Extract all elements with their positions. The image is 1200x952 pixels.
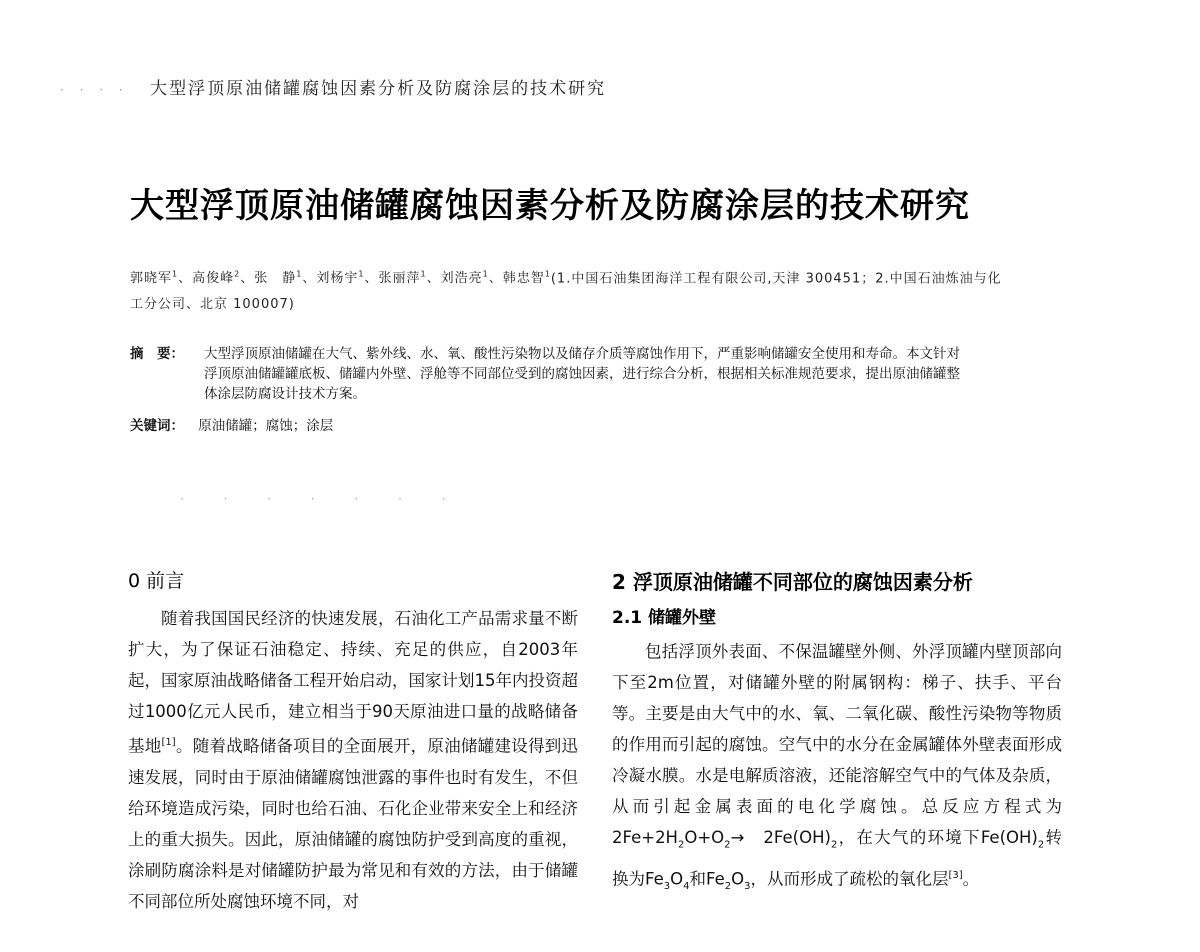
author-name: 刘杨宇 <box>316 271 359 287</box>
author-name: 高俊峰 <box>192 271 235 287</box>
left-column <box>128 566 578 917</box>
author-name: 张丽萍 <box>378 271 421 287</box>
right-column <box>612 566 1062 902</box>
running-head <box>60 74 606 99</box>
author-name: 刘浩亮 <box>440 271 483 287</box>
reference-1: [1] <box>161 737 176 748</box>
affiliation: (1.中国石油集团海洋工程有限公司,天津 300451；2.中国石油炼油与化工分公司、北京 100007) <box>130 271 1002 313</box>
author-affiliation-mark: 1 <box>172 270 179 279</box>
author-block <box>130 262 1010 318</box>
author-name: 韩忠智 <box>502 271 545 287</box>
reference-3: [3] <box>948 870 963 882</box>
author-list: 郭晓军$^1$、高俊峰$^2$、张 静$^1$、刘杨宇$^1$、张丽萍$^1$、刘浩亮$^1$、韩忠智$^1$ <box>130 270 551 287</box>
author-affiliation-mark: 1 <box>296 270 303 279</box>
author-affiliation-mark: 1 <box>544 270 551 279</box>
section-heading-2: 2 浮顶原油储罐不同部位的腐蚀因素分析 <box>612 570 973 594</box>
abstract <box>130 344 970 404</box>
running-head-text: 大型浮顶原油储罐腐蚀因素分析及防腐涂层的技术研究 <box>150 79 607 99</box>
keywords <box>130 414 333 434</box>
section-heading-intro: 0 前言 <box>128 570 185 592</box>
keywords-text: 原油储罐；腐蚀；涂层 <box>198 418 334 434</box>
author-affiliation-mark: 1 <box>482 270 489 279</box>
keywords-label: 关键词： <box>130 418 184 434</box>
author-name: 张 静 <box>254 271 297 287</box>
scan-noise-line: · · · · · · · <box>180 492 464 506</box>
author-affiliation-mark: 1 <box>420 270 427 279</box>
running-head-marks: · · · · <box>60 83 129 97</box>
abstract-text: 大型浮顶原油储罐在大气、紫外线、水、氧、酸性污染物以及储存介质等腐蚀作用下，严重影响储罐安全使用和寿命。本文针对浮顶原油储罐罐底板、储罐内外壁、浮舱等不同部位受到的腐蚀因素，进行综合分析，根据相关标准规范要求，提出原油储罐整体涂层防腐设计技术方案。 <box>204 346 960 402</box>
author-affiliation-mark: 1 <box>358 270 365 279</box>
author-affiliation-mark: 2 <box>234 270 241 279</box>
tank-outer-wall-paragraph: 包括浮顶外表面、不保温罐壁外侧、外浮顶罐内壁顶部向下至2m位置，对储罐外壁的附属钢构：梯子、扶手、平台等。主要是由大气中的水、氧、二氧化碳、酸性污染物等物质的作用而引起的腐蚀。空气中的水分在金属罐体外壁表面形成冷凝水膜。水是电解质溶液，还能溶解空气中的气体及杂质，从而引起金属表面的电化学腐蚀。总反应方程式为$2Fe+2H_2O+O_2\to$ $2Fe(OH)_2$，在大气的环境下$Fe(OH)_2$转换为$Fe_3O_4$和$Fe_2O_3$，从而形成了疏松的氧化层[3]。 <box>612 642 1062 893</box>
paper-title: 大型浮顶原油储罐腐蚀因素分析及防腐涂层的技术研究 <box>130 186 970 226</box>
intro-paragraph: 随着我国国民经济的快速发展，石油化工产品需求量不断扩大，为了保证石油稳定、持续、充足的供应，自2003年起，国家原油战略储备工程开始启动，国家计划15年内投资超过1000亿元人民币，建立相当于90天原油进口量的战略储备基地[1]。随着战略储备项目的全面展开，原油储罐建设得到迅速发展，同时由于原油储罐腐蚀泄露的事件也时有发生，不但给环境造成污染，同时也给石油、石化企业带来安全上和经济上的重大损失。因此，原油储罐的腐蚀防护受到高度的重视，涂刷防腐涂料是对储罐防护最为常见和有效的方法，由于储罐不同部位所处腐蚀环境不同，对 <box>128 609 579 911</box>
author-name: 郭晓军 <box>130 271 173 287</box>
abstract-label: 摘 要： <box>130 346 184 362</box>
subsection-heading-2-1: 2.1 储罐外壁 <box>612 608 717 628</box>
